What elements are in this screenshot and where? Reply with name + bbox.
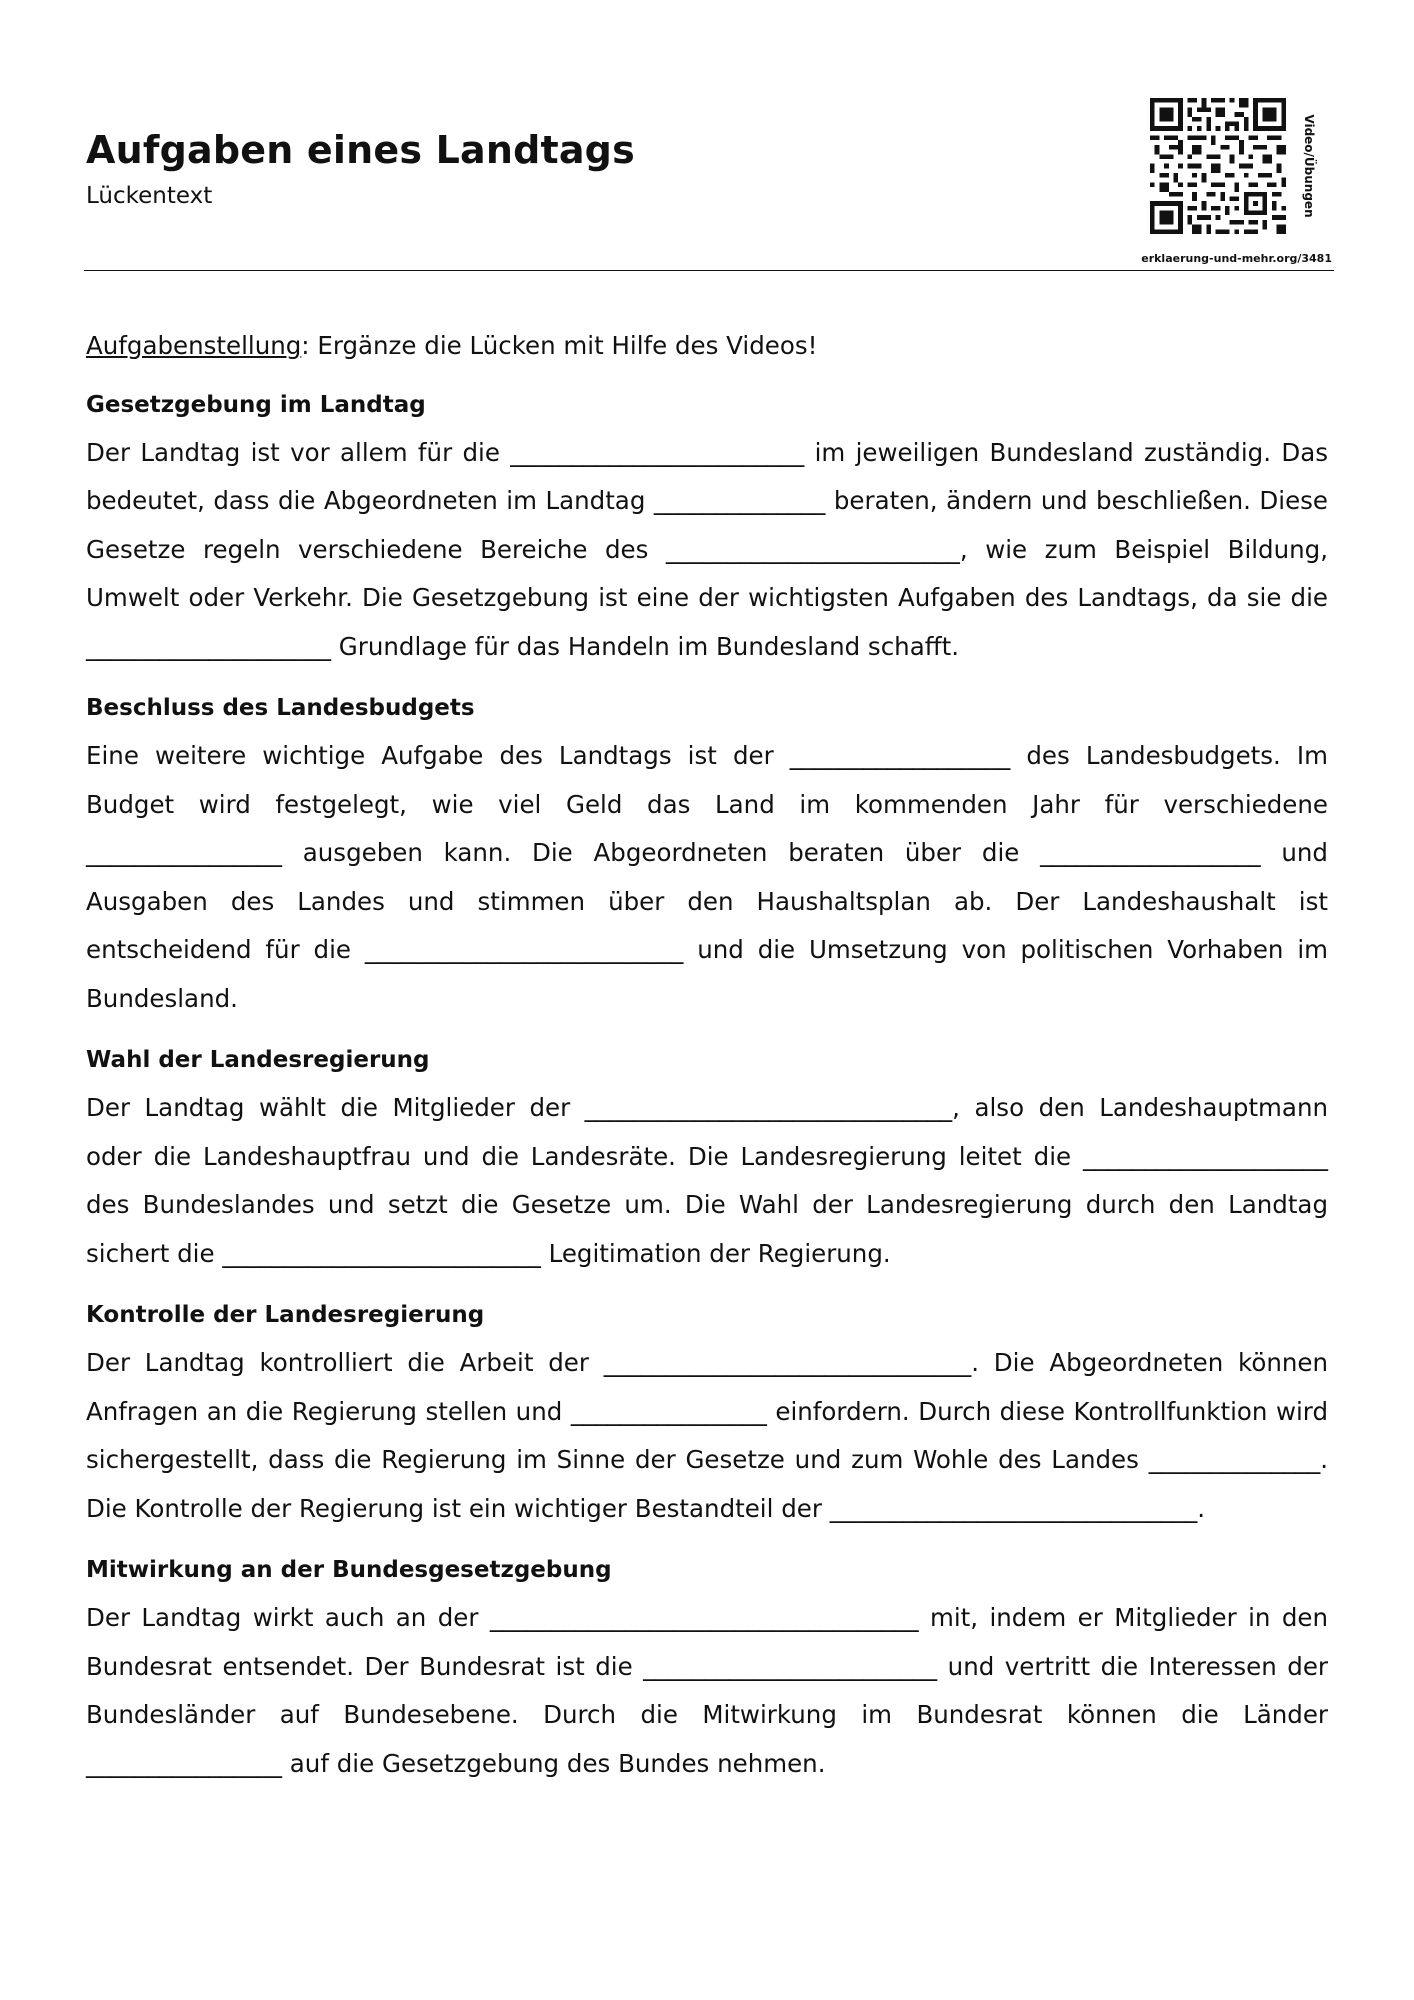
text-segment: Grundlage für das Handeln im Bundesland schafft.	[331, 631, 959, 661]
section	[86, 1546, 1328, 1788]
section-heading: Mitwirkung an der Bundesgesetzgebung	[86, 1557, 612, 1583]
qr-code-icon	[1150, 96, 1286, 236]
fill-in-blank[interactable]: __________________	[789, 741, 1011, 770]
section	[86, 1036, 1328, 1278]
qr-video-label: Video/Übungen	[1302, 114, 1316, 218]
fill-in-blank[interactable]: ________________	[86, 1748, 282, 1778]
text-segment: und vertritt die Interessen der Bundesländer auf Bundesebene. Durch die Mitwirkung im Bundesrat können die Länder	[86, 1651, 1328, 1729]
worksheet-subtitle: Lückentext	[86, 183, 213, 209]
source-url[interactable]: erklaerung-und-mehr.org/3481	[1141, 252, 1332, 265]
fill-in-blank[interactable]: ______________________________	[603, 1348, 972, 1377]
worksheet-title: Aufgaben eines Landtags	[86, 128, 635, 172]
text-segment: . Die Abgeordneten können Anfragen an die Regierung stellen und	[86, 1348, 1328, 1426]
fill-in-blank[interactable]: ______________________________	[584, 1093, 953, 1122]
fill-in-blank[interactable]: ________________________	[665, 534, 960, 564]
section-text	[86, 1339, 1328, 1533]
sections-container	[86, 381, 1328, 1789]
fill-in-blank[interactable]: __________________________	[364, 935, 684, 964]
text-segment: des Landesbudgets. Im Budget wird festgelegt, wie viel Geld das Land im kommenden Jahr für verschiedene	[86, 741, 1328, 819]
task-instruction	[86, 322, 1328, 371]
text-segment: Der Landtag kontrolliert die Arbeit der	[86, 1348, 604, 1377]
task-label: Aufgabenstellung	[86, 331, 302, 360]
worksheet-body	[86, 322, 1328, 1801]
text-segment: . Die Kontrolle der Regierung ist ein wichtiger Bestandteil der	[86, 1445, 1328, 1523]
fill-in-blank[interactable]: ________________	[86, 838, 282, 867]
fill-in-blank[interactable]: ______________	[1148, 1445, 1321, 1474]
text-segment: Legitimation der Regierung.	[540, 1238, 891, 1268]
fill-in-blank[interactable]: __________________________	[222, 1238, 541, 1268]
section-text	[86, 732, 1328, 1023]
text-segment: beraten, ändern und beschließen. Diese Gesetze regeln verschiedene Bereiche des	[86, 486, 1328, 564]
fill-in-blank[interactable]: ____________________	[86, 631, 331, 661]
section-text	[86, 1594, 1328, 1788]
text-segment: und die Umsetzung von politischen Vorhaben im Bundesland.	[86, 935, 1329, 1013]
section-heading: Gesetzgebung im Landtag	[86, 391, 426, 418]
header-divider	[84, 270, 1334, 271]
text-segment: Eine weitere wichtige Aufgabe des Landtags ist der	[86, 741, 790, 770]
text-segment: auf die Gesetzgebung des Bundes nehmen.	[282, 1748, 826, 1778]
fill-in-blank[interactable]: ________________________	[510, 437, 805, 467]
text-segment: Der Landtag wirkt auch an der	[86, 1603, 490, 1632]
text-segment: Der Landtag wählt die Mitglieder der	[86, 1093, 585, 1122]
fill-in-blank[interactable]: __________________	[1040, 838, 1261, 867]
fill-in-blank[interactable]: ____________________	[1083, 1141, 1328, 1171]
text-segment: ausgeben kann. Die Abgeordneten beraten über die	[282, 838, 1041, 867]
fill-in-blank[interactable]: ______________________________	[829, 1493, 1198, 1523]
fill-in-blank[interactable]: ___________________________________	[489, 1603, 919, 1632]
section-heading: Wahl der Landesregierung	[86, 1047, 430, 1073]
text-segment: einfordern. Durch diese Kontrollfunktion wird sichergestellt, dass die Regierung im Sinne der Gesetze und zum Wohle des Landes	[86, 1396, 1329, 1474]
text-segment: und Ausgaben des Landes und stimmen über den Haushaltsplan ab. Der Landeshaushalt ist entscheidend für die	[86, 838, 1328, 964]
text-segment: , wie zum Beispiel Bildung, Umwelt oder Verkehr. Die Gesetzgebung ist eine der wichtigsten Aufgaben des Landtags, da sie die	[86, 534, 1328, 612]
section	[86, 1291, 1328, 1533]
section-heading: Beschluss des Landesbudgets	[86, 695, 475, 721]
task-text: : Ergänze die Lücken mit Hilfe des Videos!	[301, 331, 818, 360]
section	[86, 381, 1328, 672]
fill-in-blank[interactable]: ________________	[570, 1396, 767, 1426]
section	[86, 684, 1328, 1023]
text-segment: des Bundeslandes und setzt die Gesetze um. Die Wahl der Landesregierung durch den Landtag sichert die	[86, 1190, 1328, 1268]
text-segment: im jeweiligen Bundesland zuständig. Das bedeutet, dass die Abgeordneten im Landtag	[86, 437, 1328, 515]
text-segment: .	[1197, 1493, 1205, 1523]
fill-in-blank[interactable]: ______________	[653, 486, 826, 515]
section-text	[86, 1084, 1328, 1278]
text-segment: , also den Landeshauptmann oder die Landeshauptfrau und die Landesräte. Die Landesregierung leitet die	[86, 1093, 1328, 1171]
text-segment: mit, indem er Mitglieder in den Bundesrat entsendet. Der Bundesrat ist die	[86, 1603, 1328, 1681]
section-text	[86, 429, 1328, 672]
text-segment: Der Landtag ist vor allem für die	[86, 437, 511, 467]
section-heading: Kontrolle der Landesregierung	[86, 1302, 485, 1328]
fill-in-blank[interactable]: ________________________	[643, 1651, 938, 1681]
